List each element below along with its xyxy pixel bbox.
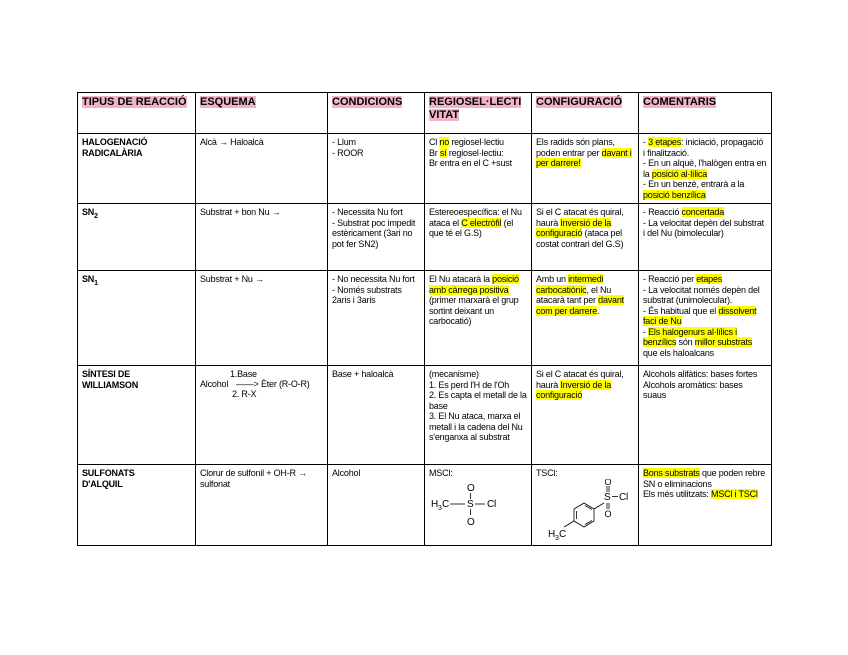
comment-text: - Reacció per (643, 274, 697, 284)
comment-text: - Reacció (643, 207, 682, 217)
reaction-table (77, 92, 772, 546)
reaction-type: SN (82, 207, 95, 217)
regio-text: Estereoespecífica: el Nu ataca el (429, 207, 522, 228)
regio-text: Br entra en el C +sust (429, 158, 512, 168)
reaction-type: WILLIAMSON (82, 379, 138, 390)
condition-item: Alcohol (332, 468, 361, 478)
condition-item: - ROOR (332, 147, 364, 158)
header-cell (532, 93, 639, 134)
reaction-type: SN (82, 274, 95, 284)
comments-cell (639, 204, 772, 271)
regio-text: (mecanisme) (429, 369, 479, 379)
regio-text: (primer marxarà el grup sortint deixant un carbocatió) (429, 295, 519, 326)
condition-item: - Necessita Nu fort (332, 207, 403, 217)
regio-text: 1. Es perd l'H de l'Oh (429, 379, 510, 390)
table-row (78, 271, 772, 366)
condition-item: Base + haloalcà (332, 369, 394, 379)
header-config: CONFIGURACIÓ (536, 96, 623, 108)
config-text: Els radids són plans, poden entrar per (536, 137, 615, 158)
scheme-cell (196, 465, 328, 546)
mol-atom: C (442, 498, 450, 510)
comment-text: - (643, 137, 649, 147)
scheme-text: Alcà → Haloalcà (200, 137, 264, 147)
config-text: Amb un (536, 274, 569, 284)
reaction-type-cell (78, 204, 196, 271)
regio-cell (425, 134, 532, 204)
table-row (78, 134, 772, 204)
highlight: millor substrats (694, 337, 753, 347)
regio-text: 3. El Nu ataca, marxa el metall i la cadena del Nu s'enganxa al substrat (429, 411, 523, 442)
table-row (78, 366, 772, 465)
regio-text: (el que té el G.S) (429, 217, 514, 238)
reaction-type-cell (78, 134, 196, 204)
highlight: posició amb càrrega positiva (429, 274, 519, 295)
scheme-reactant: Alcohol (200, 379, 229, 389)
comment-text: Alcohols aromàtics: bases suaus (643, 379, 743, 400)
condition-item: - Llum (332, 137, 356, 147)
mol-atom: S (604, 491, 611, 503)
scheme-cell (196, 134, 328, 204)
comment-text: són (676, 337, 695, 347)
reaction-type: SULFONATS (82, 468, 135, 478)
comment-text: Els més utilitzats: (643, 489, 712, 499)
mol-atom: O (467, 482, 475, 494)
mol-atom-sub: 3 (555, 534, 559, 541)
highlight: Els halogenurs al·lílics i benzílics (643, 326, 737, 347)
mol-atom: S (467, 498, 474, 510)
comment-text: que poden rebre SN o eliminacions (643, 468, 766, 489)
config-text: (ataca pel costat contrari del G.S) (536, 228, 624, 249)
header-conditions: CONDICIONS (332, 96, 403, 108)
mol-atom: C (559, 528, 567, 540)
comment-text: que els haloalcans (643, 347, 714, 358)
regio-text: Br (429, 147, 440, 158)
regio-cell (425, 465, 532, 546)
comment-text: - La velocitat depèn del substrat i del Nu (bimolecular) (643, 217, 764, 238)
regio-cell (425, 271, 532, 366)
scheme-text: Substrat + bon Nu → (200, 207, 281, 217)
highlight: etapes (696, 274, 723, 284)
comments-cell (639, 134, 772, 204)
mol-atom: H (548, 528, 556, 540)
reaction-type-cell (78, 465, 196, 546)
conditions-cell (328, 271, 425, 366)
header-cell (328, 93, 425, 134)
scheme-cell (196, 366, 328, 465)
comment-text: - La velocitat només depèn del substrat (unimolecular). (643, 284, 760, 305)
comment-text: - És habitual que el (643, 305, 719, 316)
highlight: Inversió de la configuració (536, 217, 612, 238)
mol-atom: O (604, 478, 612, 487)
highlight: sí (439, 147, 447, 158)
comment-text: - En un benzè, entrarà a la (643, 179, 745, 189)
regio-cell (425, 204, 532, 271)
mol-atom: Cl (487, 498, 497, 510)
highlight: 3 etapes (648, 137, 682, 147)
mol-atom: Cl (619, 491, 629, 503)
scheme-text: Substrat + Nu → (200, 274, 264, 284)
config-cell (532, 134, 639, 204)
reaction-type-subscript: 1 (94, 279, 98, 287)
config-text: . (597, 305, 600, 316)
config-cell (532, 204, 639, 271)
scheme-step-2: 2. R-X (232, 389, 257, 399)
reaction-type-cell (78, 366, 196, 465)
highlight: dissolvent faci de Nu (643, 305, 757, 326)
scheme-text: Clorur de sulfonil + OH-R → sulfonat (200, 468, 307, 489)
comment-text: : iniciació, propagació i finalització. (643, 137, 763, 158)
condition-item: - No necessita Nu fort (332, 274, 415, 284)
scheme-arrow-product: ——> Èter (R-O-R) (236, 379, 310, 389)
mol-atom: O (604, 508, 612, 519)
highlight: intermedi carbocatiònic (536, 274, 604, 295)
comments-cell (639, 271, 772, 366)
reaction-type: D'ALQUIL (82, 478, 123, 489)
header-cell (639, 93, 772, 134)
highlight: posició al·lílica (651, 168, 708, 179)
condition-item: - Només substrats 2aris i 3aris (332, 284, 402, 305)
highlight: no (439, 137, 450, 147)
conditions-cell (328, 465, 425, 546)
header-regio: REGIOSEL·LECTIVITAT (429, 96, 522, 121)
conditions-cell (328, 134, 425, 204)
highlight: MSCl i TSCl (711, 489, 758, 499)
regio-text: Cl (429, 137, 440, 147)
regio-text: El Nu atacarà la (429, 274, 493, 284)
highlight: Bons substrats (643, 468, 700, 478)
comments-cell (639, 465, 772, 546)
highlight: davant i per darrere! (536, 147, 632, 168)
regio-cell (425, 366, 532, 465)
mscl-label: MSCl: (429, 468, 453, 478)
header-comments: COMENTARIS (643, 96, 717, 108)
highlight: concertada (681, 207, 725, 217)
config-cell (532, 271, 639, 366)
comments-cell (639, 366, 772, 465)
table-row (78, 204, 772, 271)
conditions-cell (328, 204, 425, 271)
mol-bond (594, 503, 604, 509)
scheme-cell (196, 204, 328, 271)
mol-bond (564, 521, 574, 527)
scheme-step-1: 1.Base (230, 369, 257, 379)
conditions-cell (328, 366, 425, 465)
config-cell (532, 465, 639, 546)
mol-atom: O (467, 516, 475, 528)
reaction-type: RADICALÀRIA (82, 147, 143, 158)
condition-item: - Substrat poc impedit estèricament (3ari no pot fer SN2) (332, 217, 416, 249)
highlight: C electròfil (461, 217, 502, 228)
regio-text: regiosel·lectiu: (446, 147, 504, 158)
config-text: Si el C atacat és quiral, haurà (536, 369, 624, 390)
reaction-type: SÍNTESI DE (82, 369, 131, 379)
tscl-structure (536, 479, 634, 541)
header-scheme: ESQUEMA (200, 96, 256, 108)
comment-text: - En un alquè, l'halògen entra en la (643, 158, 767, 179)
mscl-structure (429, 479, 527, 531)
highlight: Inversió de la configuració (536, 379, 612, 400)
regio-text: regiosel·lectiu (449, 137, 504, 147)
config-text: Si el C atacat és quiral, haurà (536, 207, 624, 228)
header-cell (196, 93, 328, 134)
comment-text: Alcohols alifàtics: bases fortes (643, 369, 758, 379)
williamson-scheme (200, 369, 323, 409)
scheme-cell (196, 271, 328, 366)
mol-atom: H (431, 498, 439, 510)
reaction-type-subscript: 2 (94, 212, 98, 220)
header-cell (78, 93, 196, 134)
config-text: , el Nu atacarà tant per (536, 284, 612, 305)
highlight: posició benzílica (643, 189, 706, 200)
regio-text: 2. Es capta el metall de la base (429, 390, 527, 411)
benzene-ring (574, 503, 594, 527)
header-cell (425, 93, 532, 134)
table-row (78, 465, 772, 546)
reaction-type-cell (78, 271, 196, 366)
highlight: davant com per darrere (536, 295, 624, 316)
tscl-label: TSCl: (536, 468, 558, 478)
config-cell (532, 366, 639, 465)
header-row (78, 93, 772, 134)
mol-atom-sub: 3 (438, 504, 442, 512)
comment-text: - (643, 326, 649, 337)
reaction-type: HALOGENACIÓ (82, 137, 148, 147)
header-type: TIPUS DE REACCIÓ (82, 96, 187, 108)
